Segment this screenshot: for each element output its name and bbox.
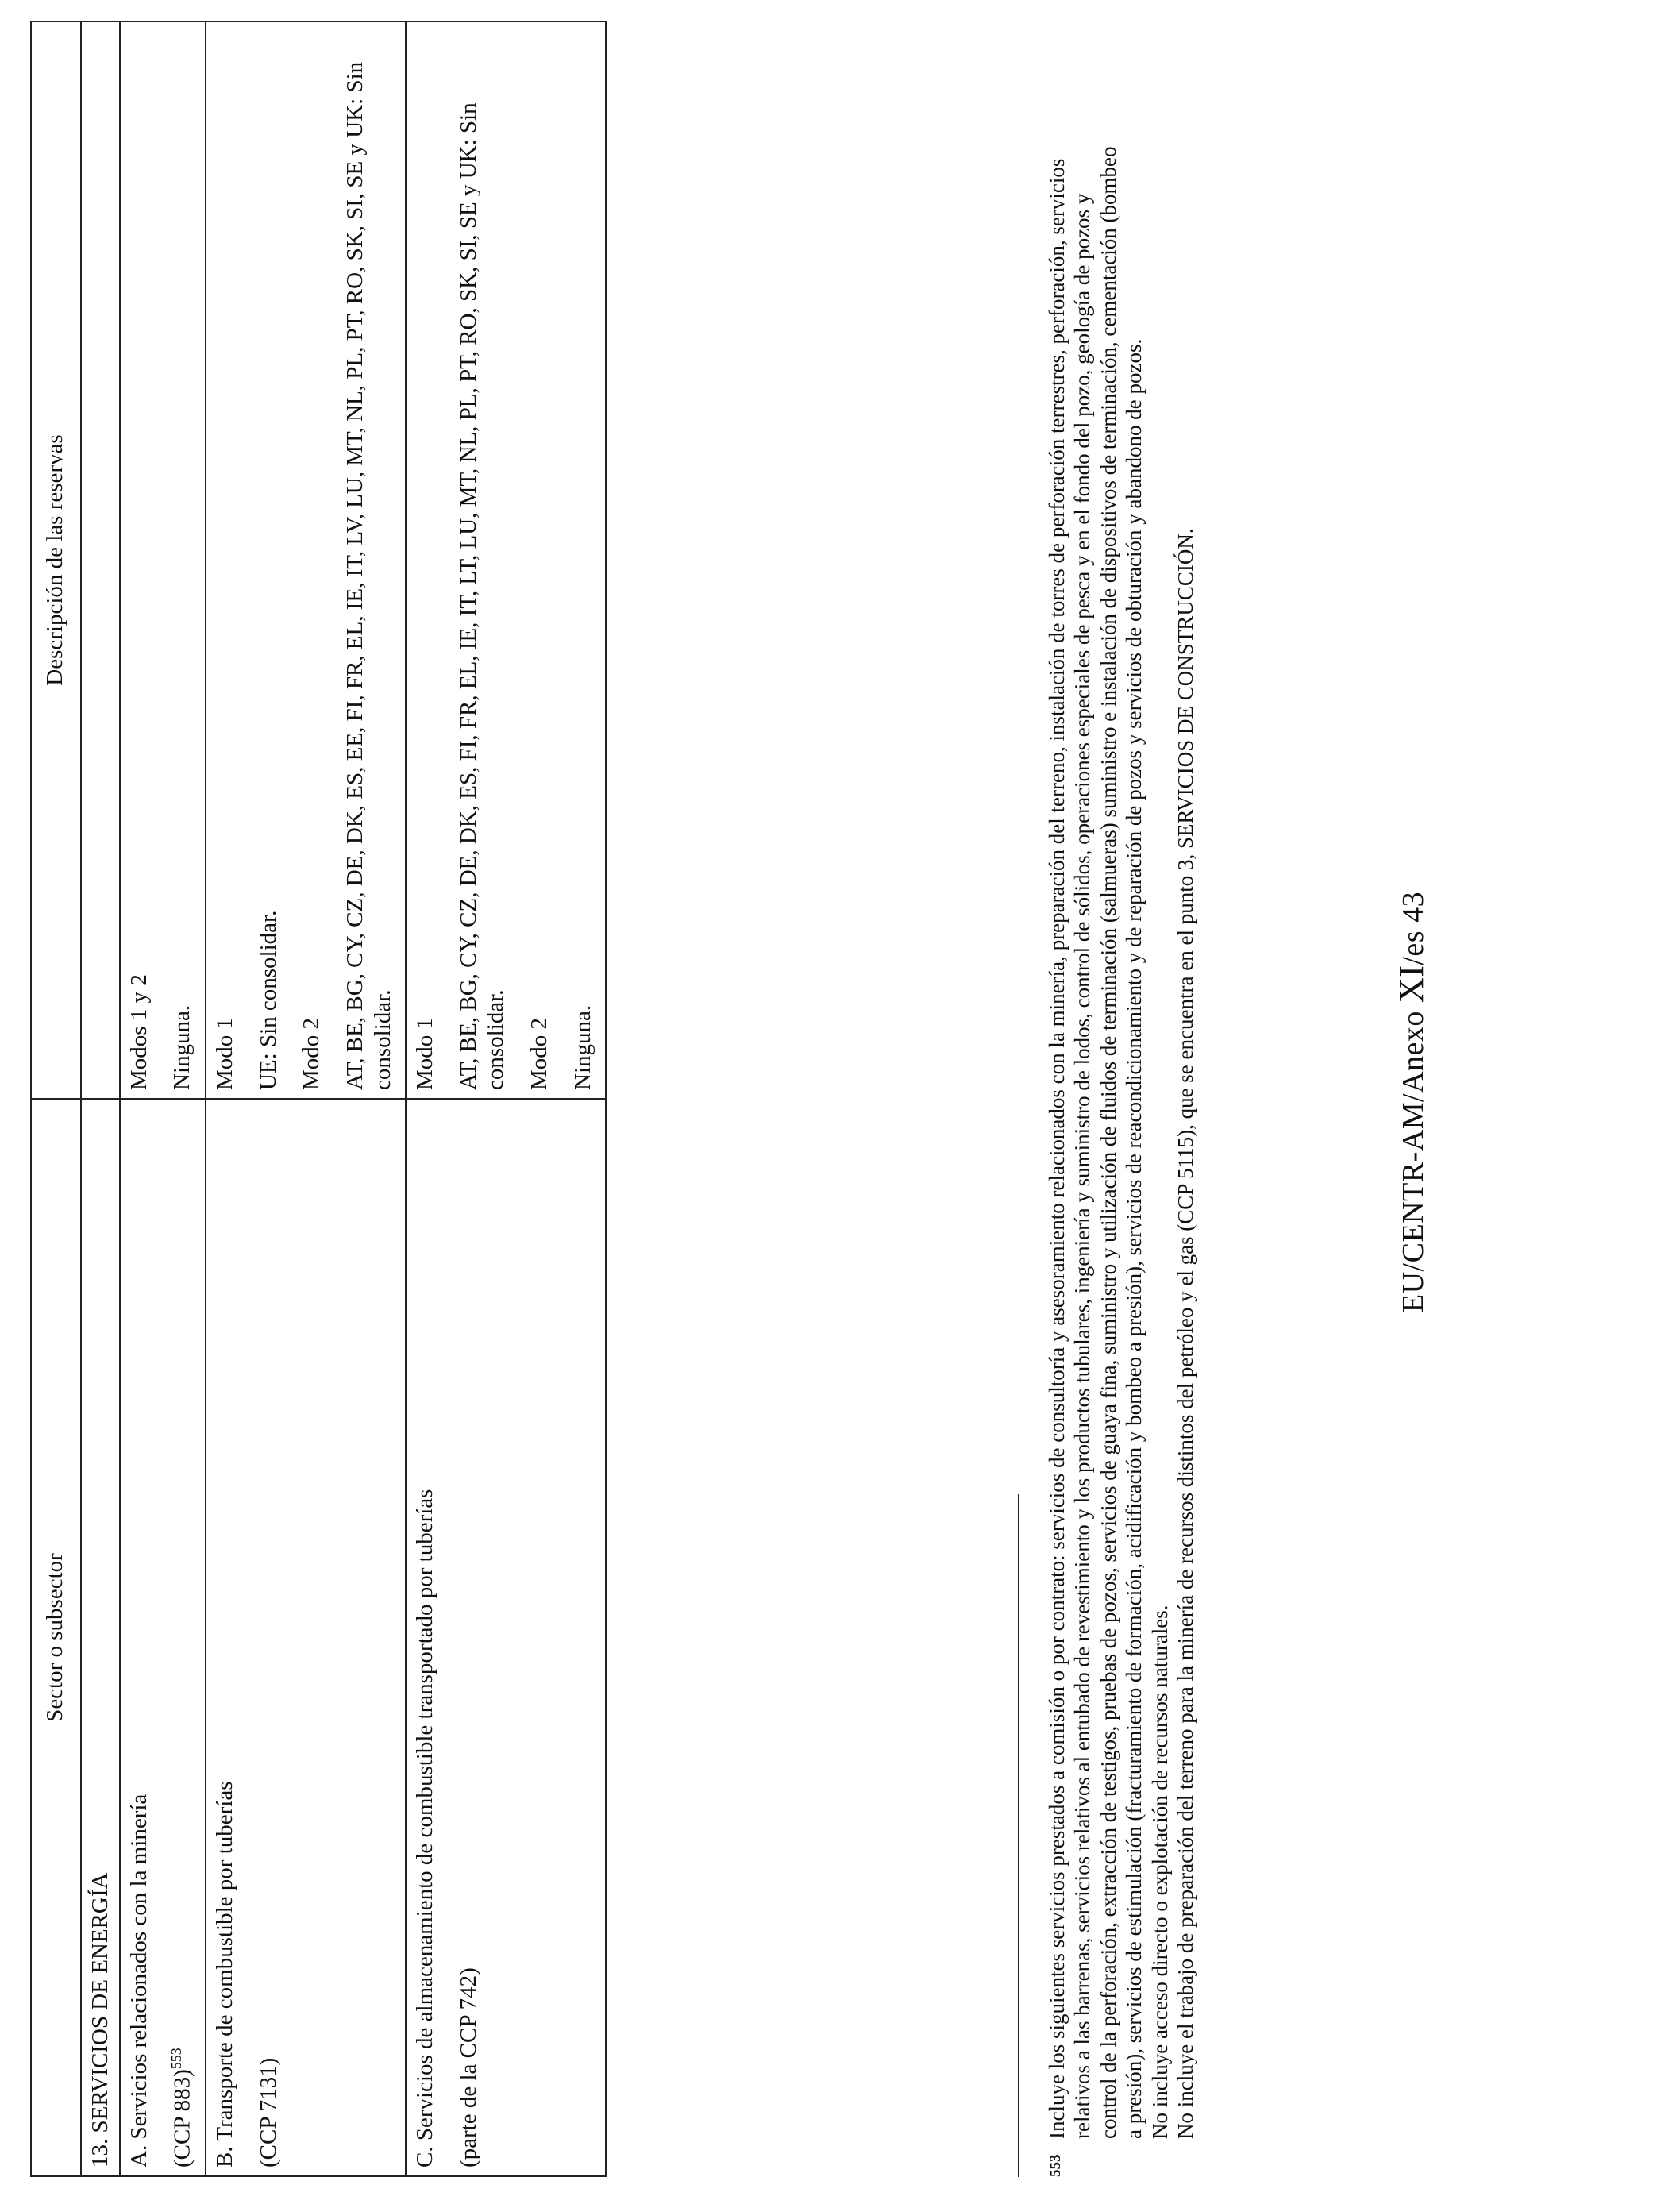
- page-id-annex: XI: [1392, 965, 1431, 1004]
- section-title-text: 13. SERVICIOS DE ENERGÍA: [87, 1872, 113, 2167]
- table-row: [406, 21, 606, 2176]
- footnote-body: [1044, 144, 1198, 2139]
- description-line: Ninguna.: [169, 1004, 195, 1090]
- description-line: Modos 1 y 2: [125, 974, 152, 1090]
- description-line: Modo 2: [526, 1017, 553, 1090]
- footnote-paragraph: No incluye acceso directo o explotación de recursos naturales.: [1147, 1605, 1172, 2139]
- page-id-prefix: EU/CENTR-AM/Anexo: [1397, 1003, 1430, 1313]
- section-title: [81, 1099, 120, 2176]
- sector-name: C. Servicios de almacenamiento de combustible transportado por tuberías: [411, 1489, 437, 2167]
- header-description: Descripción de las reservas: [31, 21, 81, 1099]
- table-row: [206, 21, 406, 2176]
- description-line: Modo 1: [411, 1017, 437, 1090]
- description-cell: [206, 21, 406, 1099]
- sector-name: A. Servicios relacionados con la minería: [125, 1794, 152, 2167]
- sector-name: B. Transporte de combustible por tuberías: [211, 1781, 237, 2167]
- page-id-suffix: /es 43: [1397, 891, 1430, 965]
- header-sector: Sector o subsector: [31, 1099, 81, 2176]
- footnote-ref: 553: [168, 2048, 185, 2070]
- sector-code: [168, 1108, 196, 2167]
- footnote: [1044, 144, 1198, 2177]
- description-cell: [120, 21, 206, 1099]
- sector-cell: [206, 1099, 406, 2176]
- footnote-divider: [1018, 1494, 1019, 2177]
- table-row: [120, 21, 206, 2176]
- description-line: Modo 2: [299, 1017, 325, 1090]
- description-line: AT, BE, BG, CY, CZ, DE, DK, ES, FI, FR, EL, IE, IT, LT, LU, MT, NL, PL, PT, RO, SK, SI, SE y UK: Sin consolidar.: [455, 102, 509, 1090]
- page-identifier: [1391, 0, 1431, 2204]
- table-header-row: [31, 21, 81, 2176]
- sector-code: (parte de la CCP 742): [455, 1967, 481, 2167]
- sector-cell: [406, 1099, 606, 2176]
- sector-code: (CCP 7131): [255, 2057, 281, 2167]
- description-line: Modo 1: [211, 1017, 237, 1090]
- sector-cell: [120, 1099, 206, 2176]
- footnote-number: 553: [1047, 2154, 1064, 2177]
- section-row: [81, 21, 120, 2176]
- section-empty-cell: [81, 21, 120, 1099]
- sector-code-text: (CCP 883): [170, 2069, 196, 2167]
- description-line: AT, BE, BG, CY, CZ, DE, DK, ES, EE, FI, FR, EL, IE, IT, LV, LU, MT, NL, PL, PT, RO, SK, SI, SE y UK: Sin consolidar.: [342, 61, 396, 1090]
- reservations-table: [30, 21, 607, 2177]
- footnote-paragraph: No incluye el trabajo de preparación del terreno para la minería de recursos distintos del petróleo y el gas (CCP 5115), que se encuentra en el punto 3, SERVICIOS DE CONSTRUCCIÓN.: [1173, 528, 1197, 2139]
- description-line: UE: Sin consolidar.: [255, 910, 281, 1090]
- description-cell: [406, 21, 606, 1099]
- description-line: Ninguna.: [570, 1004, 596, 1090]
- footnote-paragraph: Incluye los siguientes servicios prestados a comisión o por contrato: servicios de consultoría y asesoramiento relacionados con la minería, preparación del terreno, instalación de torres de perforación terrestres, perforación, servicios relativos a las barrenas, servicios relativos al entubado de revestimiento y los productos tubulares, ingeniería y suministro de lodos, control de sólidos, operaciones especiales de pesca y en el fondo del pozo, geología de pozos y control de la perforación, extracción de testigos, pruebas de pozos, servicios de guaya fina, suministro y utilización de fluidos de terminación (salmueras) suministro e instalación de dispositivos de terminación, cementación (bombeo a presión), servicios de estimulación (fracturamiento de formación, acidificación y bombeo a presión), servicios de reacondicionamiento y de reparación de pozos y servicios de obturación y abandono de pozos.: [1045, 146, 1146, 2139]
